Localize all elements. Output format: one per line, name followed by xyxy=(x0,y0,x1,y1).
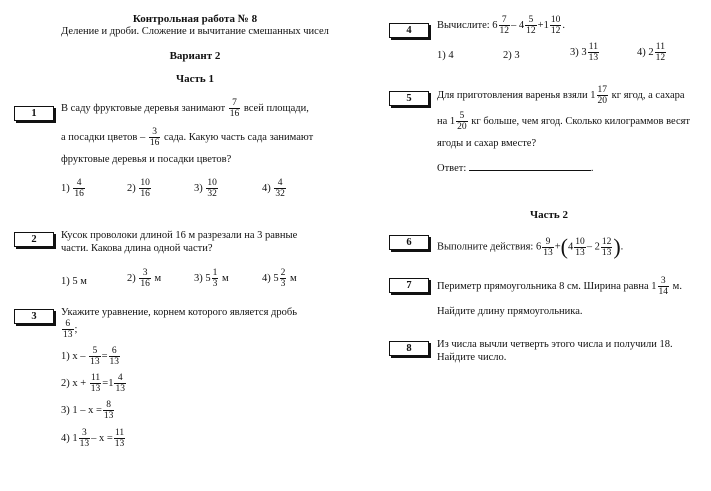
question-5-text: Для приготовления варенья взяли 1 $\frac{17}{20}$ кг ягод, а сахара xyxy=(437,85,685,106)
fraction: $\frac{3}{16}$ xyxy=(149,127,160,148)
question-2-option-2[interactable]: 2) $\frac{3}{16}$ м xyxy=(127,268,162,289)
question-1-number: 1 xyxy=(14,106,54,121)
question-4-option-2[interactable]: 2) 3 xyxy=(503,50,520,61)
question-4-option-3[interactable]: 3) 3 $\frac{11}{13}$ xyxy=(570,42,599,63)
part1-heading: Часть 1 xyxy=(176,73,214,85)
question-3-option-2[interactable]: 2) x + $\frac{11}{13}$ =1 $\frac{4}{13}$ xyxy=(61,373,125,394)
question-3-option-1[interactable]: 1) x – $\frac{5}{13}$ = $\frac{6}{13}$ xyxy=(61,346,120,367)
question-5-text-line2: на 1 $\frac{5}{20}$ кг больше, чем ягод. Сколько килограммов весят xyxy=(437,111,691,132)
question-1-text: В саду фруктовые деревья занимают $\frac{7}{16}$ всей площади, xyxy=(61,98,309,119)
question-1-option-1[interactable]: 1) $\frac{4}{16}$ xyxy=(61,178,84,199)
question-3-option-3[interactable]: 3) 1 – x = $\frac{8}{13}$ xyxy=(61,400,114,421)
question-2-number: 2 xyxy=(14,232,54,247)
question-4-text: Вычислите: 6 $\frac{7}{12}$ – 4 $\frac{5}{12}$ +1 $\frac{10}{12}$ . xyxy=(437,15,565,36)
question-6-text: Выполните действия: 6 $\frac{9}{13}$ +(4 $\frac{10}{13}$ – 2 $\frac{12}{13}$ ). xyxy=(437,234,624,259)
question-1-option-4[interactable]: 4) $\frac{4}{32}$ xyxy=(262,178,285,199)
question-3-text: Укажите уравнение, корнем которого является дробь xyxy=(61,307,298,318)
question-2-option-1[interactable]: 1) 5 м xyxy=(61,276,87,287)
question-1-option-3[interactable]: 3) $\frac{10}{32}$ xyxy=(194,178,217,199)
question-5-text-line3: ягоды и сахар вместе? xyxy=(437,138,537,149)
question-3-option-4[interactable]: 4) 1 $\frac{3}{13}$ – x = $\frac{11}{13}$ xyxy=(61,428,125,449)
question-1-option-2[interactable]: 2) $\frac{10}{16}$ xyxy=(127,178,150,199)
question-2-text: Кусок проволоки длиной 16 м разрезали на 3 равные xyxy=(61,230,298,241)
question-8-text-line2: Найдите число. xyxy=(437,352,507,363)
question-7-text-line2: Найдите длину прямоугольника. xyxy=(437,306,583,317)
worksheet-title: Контрольная работа № 8 xyxy=(132,13,258,25)
question-6-number: 6 xyxy=(389,235,429,250)
question-7-text: Периметр прямоугольника 8 см. Ширина равна 1 $\frac{3}{14}$ м. xyxy=(437,276,682,297)
question-4-option-4[interactable]: 4) 2 $\frac{11}{12}$ xyxy=(637,42,666,63)
question-4-option-1[interactable]: 1) 4 xyxy=(437,50,454,61)
question-1-text-line3: фруктовые деревья и посадки цветов? xyxy=(61,154,232,165)
variant-label: Вариант 2 xyxy=(169,50,221,62)
answer-line[interactable] xyxy=(469,170,591,171)
question-2-text-line2: части. Какова длина одной части? xyxy=(61,243,213,254)
question-4-number: 4 xyxy=(389,23,429,38)
part2-heading: Часть 2 xyxy=(530,209,568,221)
fraction: $\frac{7}{16}$ xyxy=(229,98,240,119)
question-2-option-3[interactable]: 3) 5 $\frac{1}{3}$ м xyxy=(194,268,229,289)
question-3-target-fraction: $\frac{6}{13}$ ; xyxy=(63,319,78,340)
question-5-number: 5 xyxy=(389,91,429,106)
question-5-answer: Ответ: . xyxy=(437,163,594,174)
question-7-number: 7 xyxy=(389,278,429,293)
question-8-text: Из числа вычли четверть этого числа и получили 18. xyxy=(437,339,673,350)
question-2-option-4[interactable]: 4) 5 $\frac{2}{3}$ м xyxy=(262,268,297,289)
question-1-text-line2: а посадки цветов – $\frac{3}{16}$ сада. Какую часть сада занимают xyxy=(61,127,314,148)
question-3-number: 3 xyxy=(14,309,54,324)
worksheet-subtitle: Деление и дроби. Сложение и вычитание смешанных чисел xyxy=(61,26,329,37)
question-8-number: 8 xyxy=(389,341,429,356)
